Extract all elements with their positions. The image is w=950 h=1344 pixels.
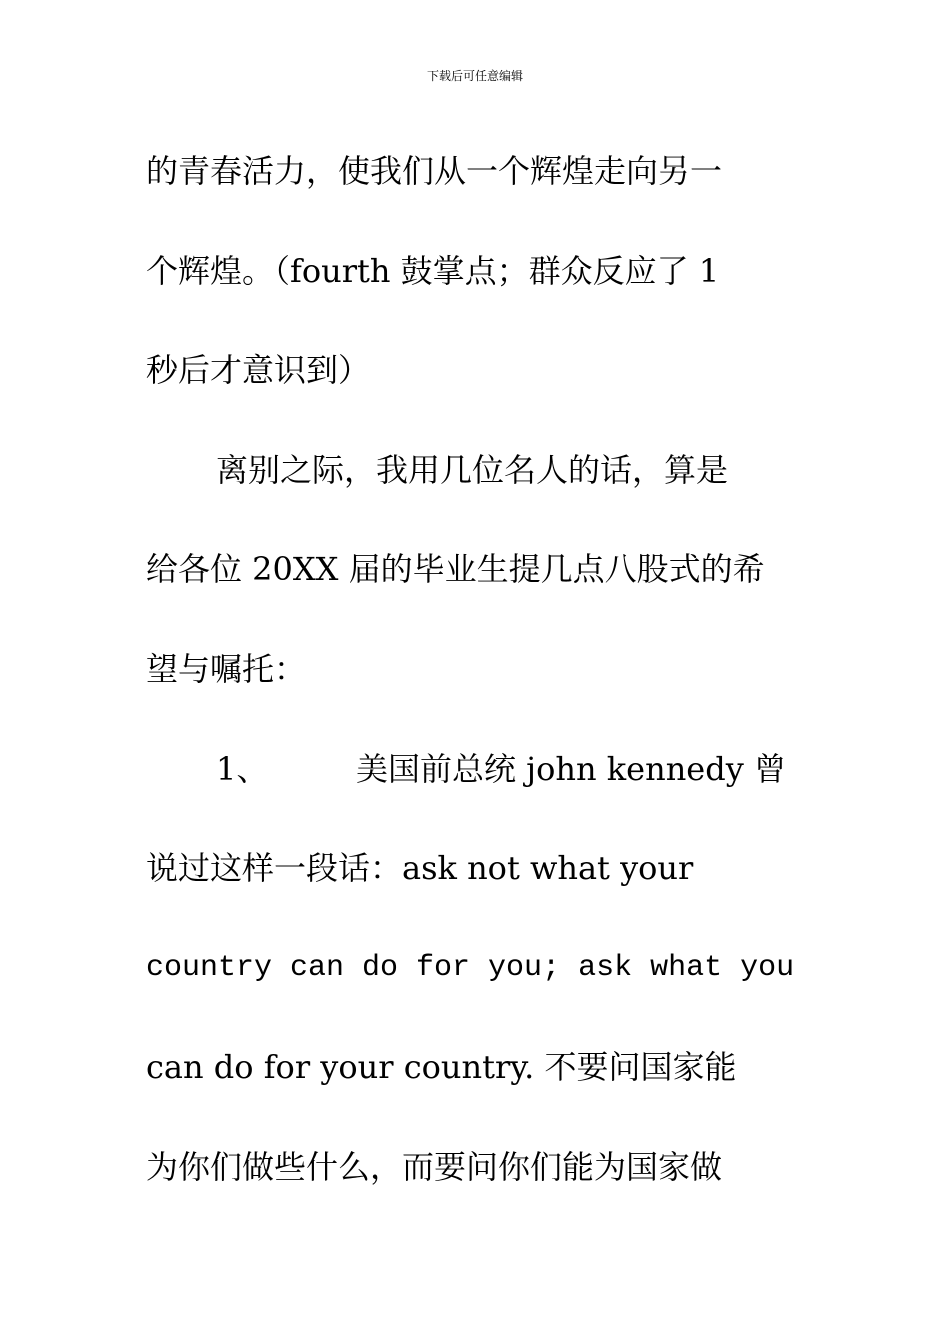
list-item-line <box>146 720 806 820</box>
text-line: 为你们做些什么，而要问你们能为国家做 <box>146 1147 723 1186</box>
text-line: 望与嘱托： <box>146 649 307 688</box>
document-body <box>146 122 806 1218</box>
list-item-text: 美国前总统 john kennedy 曾 <box>356 749 786 788</box>
text-line: 给各位 20XX 届的毕业生提几点八股式的希 <box>146 550 765 589</box>
paragraph-start-line: 离别之际，我用几位名人的话，算是 <box>216 450 729 489</box>
text-line: can do for your country. 不要问国家能 <box>146 1048 737 1087</box>
text-line: 的青春活力，使我们从一个辉煌走向另一 <box>146 152 723 190</box>
page-header: 下载后可任意编辑 <box>426 69 523 83</box>
text-line: 秒后才意识到） <box>146 351 371 390</box>
text-line: country can do for you; ask what you <box>146 950 795 985</box>
list-number: 1、 <box>216 749 269 788</box>
text-line: 说过这样一段话：ask not what your <box>146 849 694 888</box>
text-line: 个辉煌。（fourth 鼓掌点；群众反应了 1 <box>146 251 720 290</box>
